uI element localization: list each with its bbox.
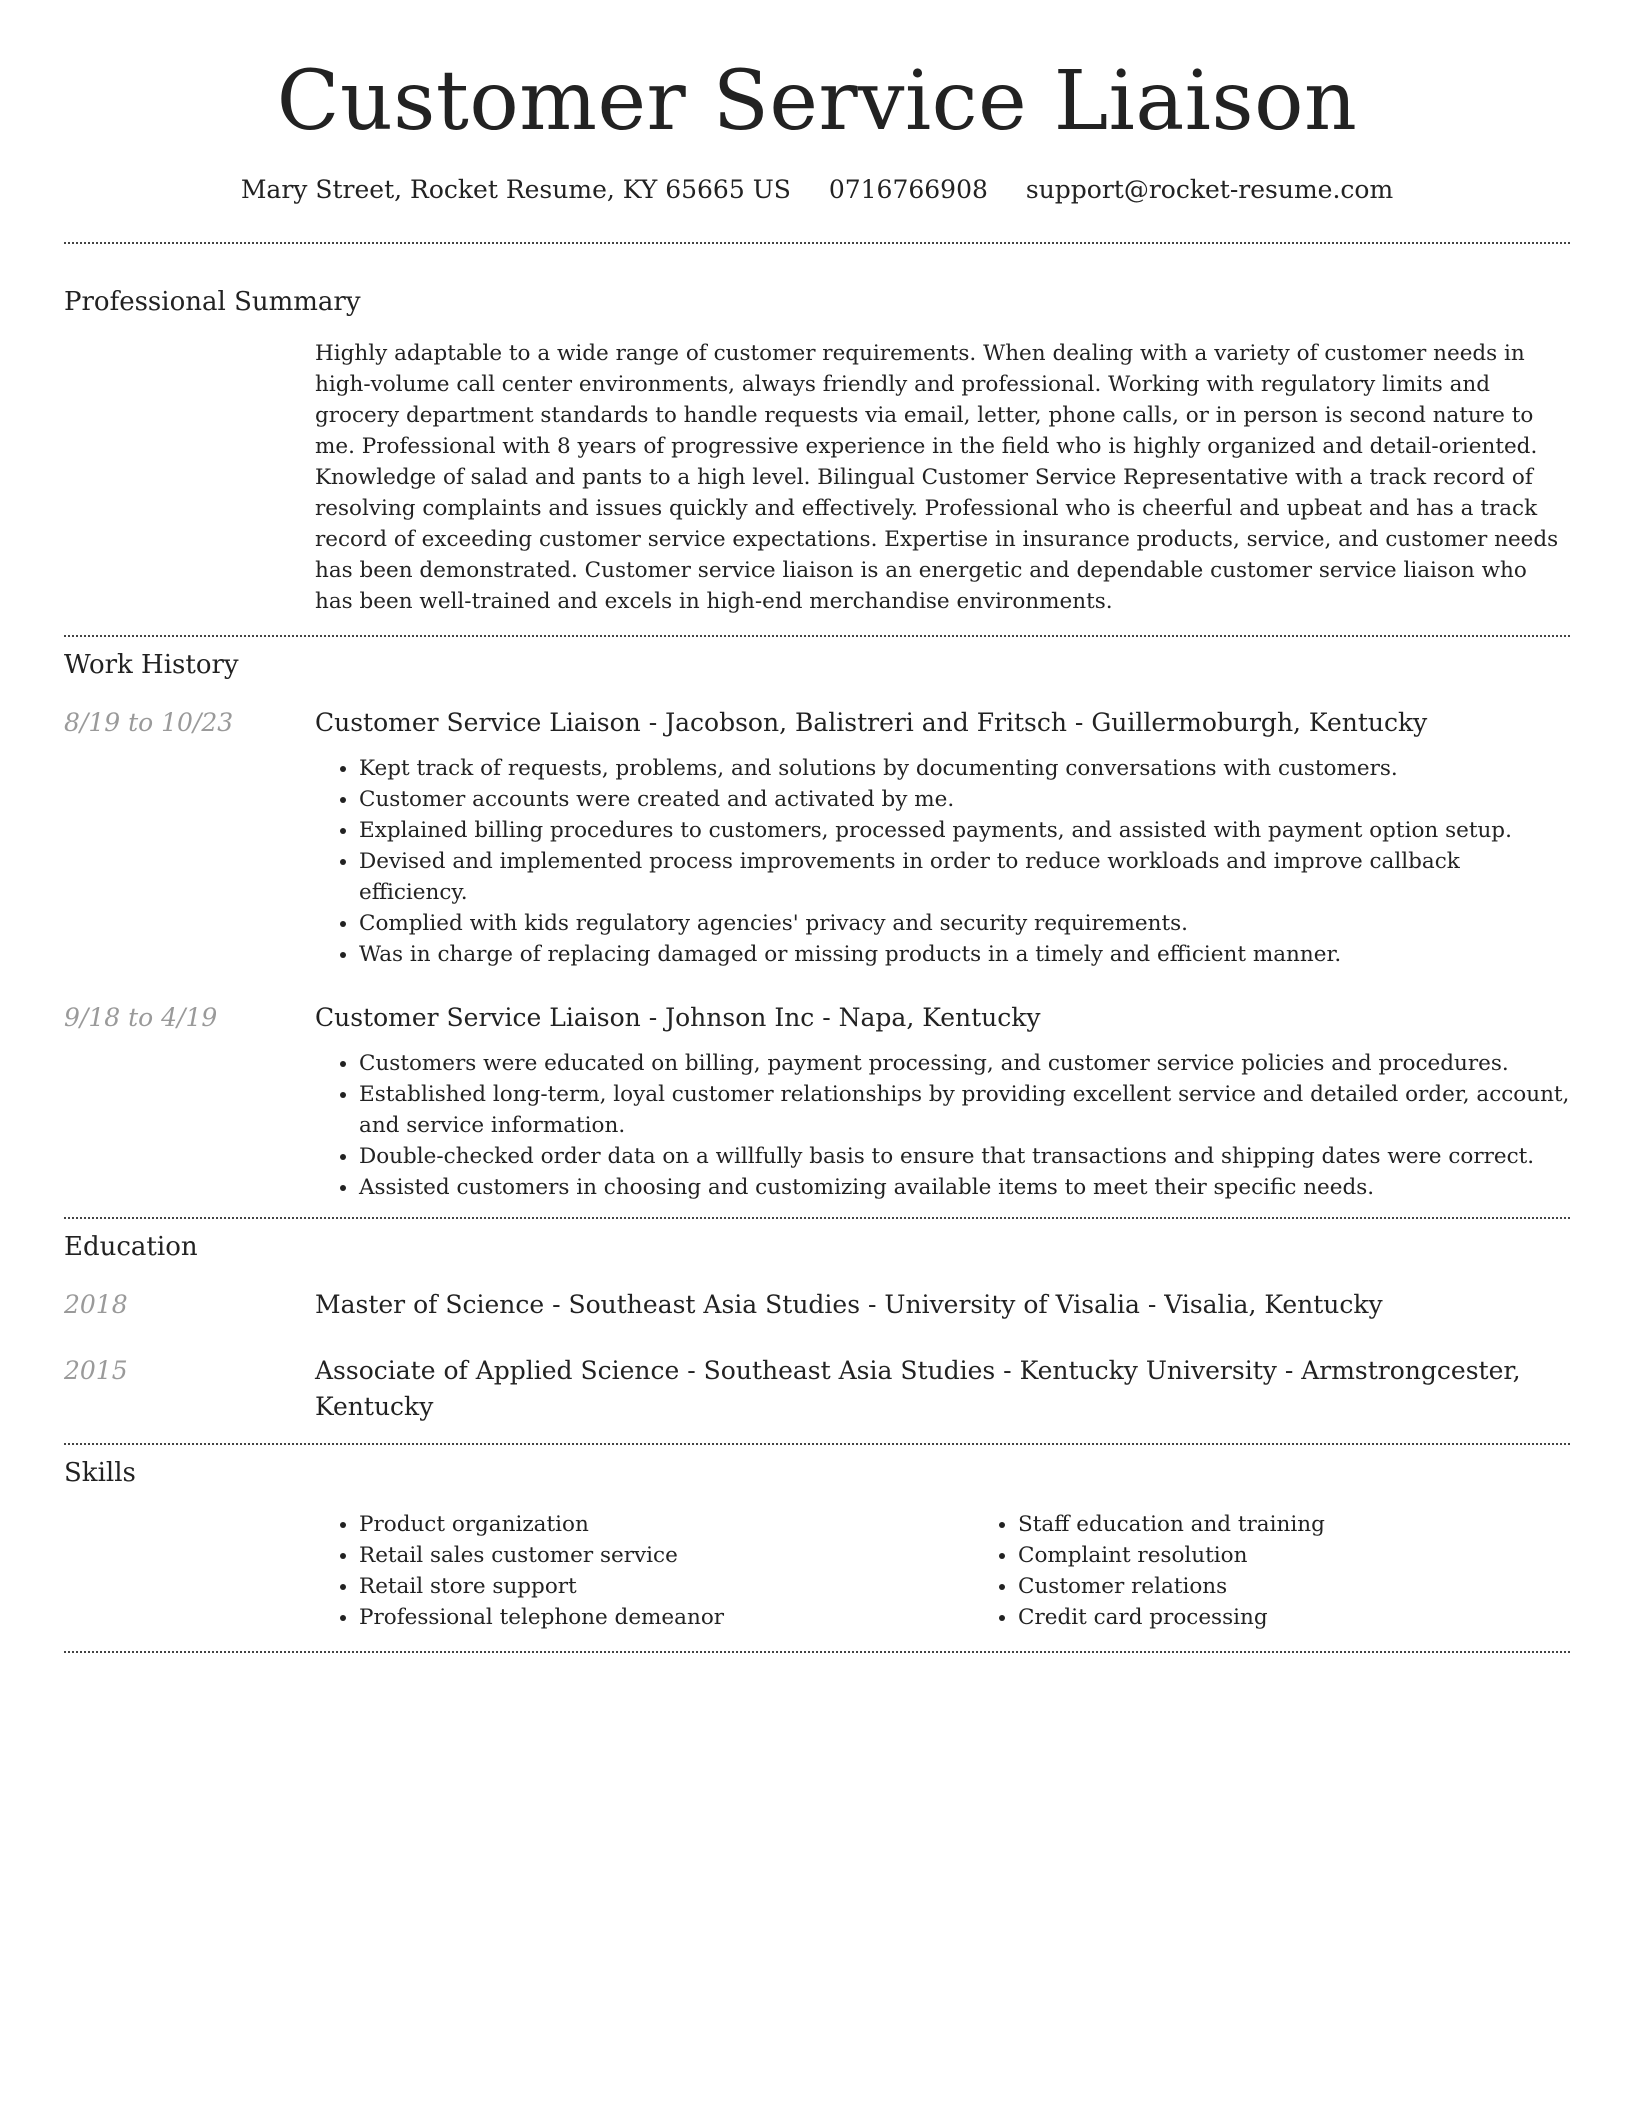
skills-title: Skills [64,1458,136,1488]
list-item: • Devised and implemented process improvements in order to reduce workloads and improve callback efficiency. [359,846,1570,908]
divider [64,242,1570,244]
education-title: Education [64,1232,198,1262]
list-item: • Complied with kids regulatory agencies' privacy and security requirements. [359,908,1570,939]
resume-page [64,0,1570,1653]
job-heading: Customer Service Liaison - Jacobson, Balistreri and Fritsch - Guillermoburgh, Kentucky [315,708,1428,737]
summary-text: Highly adaptable to a wide range of customer requirements. When dealing with a variety of customer needs in high-volume call center environments, always friendly and professional. Working with regulatory limits and grocery department standards to handle requests via email, letter, phone calls, or in person is second nature to me. Professional with 8 years of progressive experience in the field who is highly organized and detail-oriented. Knowledge of salad and pants to a high level. Bilingual Customer Service Representative with a track record of resolving complaints and issues quickly and effectively. Professional who is cheerful and upbeat and has a track record of exceeding customer service expectations. Expertise in insurance products, service, and customer needs has been demonstrated. Customer service liaison is an energetic and dependable customer service liaison who has been well-trained and excels in high-end merchandise environments. [315,341,1559,614]
job-body [315,1000,1570,1203]
job-entry [64,705,1570,970]
job-bullets [315,1048,1570,1203]
contact-address: Mary Street, Rocket Resume, KY 65665 US [240,175,791,204]
skill-item: • Product organization [359,1509,974,1540]
list-item: • Assisted customers in choosing and customizing available items to meet their specific needs. [359,1172,1570,1203]
skills-column-left [315,1509,974,1633]
education-heading: Master of Science - Southeast Asia Studies - University of Visalia - Visalia, Kentucky [315,1290,1383,1319]
job-entry [64,1000,1570,1203]
job-bullets [315,753,1570,970]
job-body [315,705,1570,970]
divider [64,635,1570,637]
job-dates: 9/18 to 4/19 [64,1003,218,1032]
work-history-title: Work History [64,650,239,680]
divider [64,1651,1570,1653]
job-dates: 8/19 to 10/23 [64,708,234,737]
list-item: • Established long-term, loyal customer relationships by providing excellent service and detailed order, account, and service information. [359,1079,1570,1141]
list-item: • Customers were educated on billing, payment processing, and customer service policies and procedures. [359,1048,1570,1079]
divider [64,1443,1570,1445]
contact-phone: 0716766908 [828,175,988,204]
skill-item: • Customer relations [1018,1571,1632,1602]
skill-item: • Credit card processing [1018,1602,1632,1633]
skills-column-right [974,1509,1632,1633]
skill-item: • Staff education and training [1018,1509,1632,1540]
education-body [315,1353,1570,1425]
resume-title: Customer Service Liaison [276,54,1358,149]
education-year: 2018 [64,1290,128,1319]
divider [64,1217,1570,1219]
education-year: 2015 [64,1356,128,1385]
skills-list [315,1509,1570,1633]
contact-line [64,172,1570,208]
education-entry [64,1287,1570,1323]
skill-item: • Complaint resolution [1018,1540,1632,1571]
list-item: • Kept track of requests, problems, and solutions by documenting conversations with customers. [359,753,1570,784]
skill-item: • Retail sales customer service [359,1540,974,1571]
list-item: • Customer accounts were created and activated by me. [359,784,1570,815]
list-item: • Double-checked order data on a willfully basis to ensure that transactions and shipping dates were correct. [359,1141,1570,1172]
education-body [315,1287,1570,1323]
contact-email: support@rocket-resume.com [1025,175,1394,204]
skill-item: • Professional telephone demeanor [359,1602,974,1633]
education-entry [64,1353,1570,1425]
summary-title: Professional Summary [64,287,361,317]
list-item: • Was in charge of replacing damaged or missing products in a timely and efficient manner. [359,939,1570,970]
education-heading: Associate of Applied Science - Southeast Asia Studies - Kentucky University - Armstrongcester, Kentucky [315,1356,1521,1421]
list-item: • Explained billing procedures to customers, processed payments, and assisted with payment option setup. [359,815,1570,846]
job-heading: Customer Service Liaison - Johnson Inc - Napa, Kentucky [315,1003,1041,1032]
skill-item: • Retail store support [359,1571,974,1602]
